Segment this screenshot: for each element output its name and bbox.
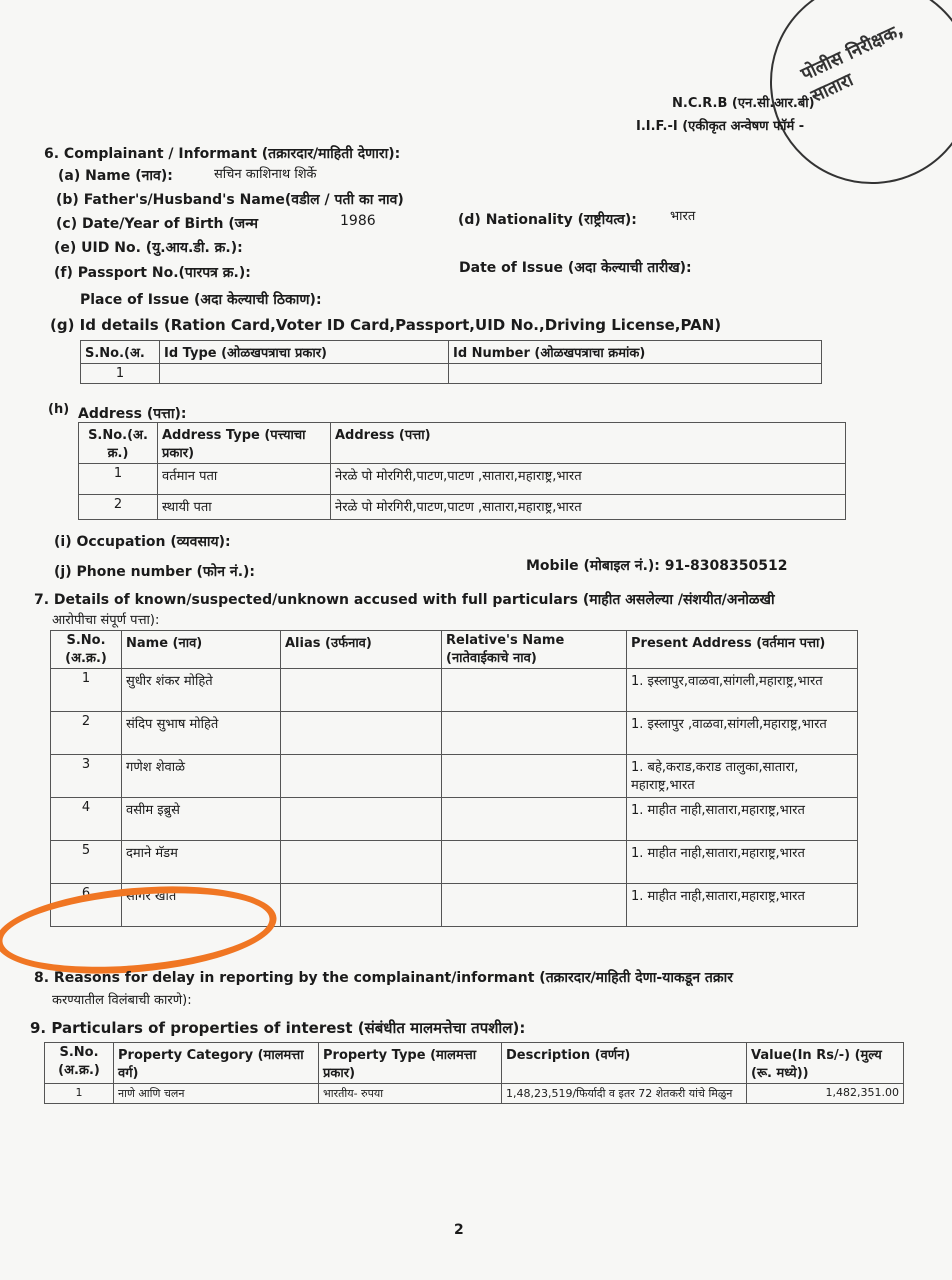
table-cell (281, 669, 442, 712)
table-cell: सागर खोत (122, 884, 281, 927)
father-label: (b) Father's/Husband's Name(वडील / पती का नाव) (56, 192, 404, 208)
address-title: Address (पत्ता): (78, 406, 187, 422)
occupation-label: (i) Occupation (व्यवसाय): (54, 534, 231, 550)
table-cell: 2 (51, 712, 122, 755)
section-9-title: 9. Particulars of properties of interest (संबंधीत मालमत्तेचा तपशील): (30, 1019, 526, 1037)
mobile-label: Mobile (मोबाइल नं.): 91-8308350512 (526, 558, 788, 574)
table-header: Alias (उर्फनाव) (281, 631, 442, 669)
page-number: 2 (454, 1222, 464, 1238)
uid-label: (e) UID No. (यु.आय.डी. क्र.): (54, 240, 243, 256)
table-cell: 1,48,23,519/फिर्यादी व इतर 72 शेतकरी यांचे मिळुन (502, 1084, 747, 1104)
table-cell (160, 364, 449, 384)
table-cell: नेरळे पो मोरगिरी,पाटण,पाटण ,सातारा,महाराष्ट्र,भारत (331, 495, 846, 520)
table-header: Property Type (मालमत्ता प्रकार) (319, 1043, 502, 1084)
table-cell (442, 798, 627, 841)
table-header: S.No. (अ.क्र.) (51, 631, 122, 669)
table-header: Value(In Rs/-) (मुल्य (रू. मध्ये)) (747, 1043, 904, 1084)
table-cell: नेरळे पो मोरगिरी,पाटण,पाटण ,सातारा,महाराष्ट्र,भारत (331, 464, 846, 495)
table-cell: 1 (51, 669, 122, 712)
table-row (51, 798, 858, 841)
table-cell: भारतीय- रुपया (319, 1084, 502, 1104)
table-cell (281, 798, 442, 841)
table-header: S.No.(अ. क्र.) (79, 423, 158, 464)
table-header: Property Category (मालमत्ता वर्ग) (114, 1043, 319, 1084)
table-header: S.No. (अ.क्र.) (45, 1043, 114, 1084)
table-header: Address (पत्ता) (331, 423, 846, 464)
table-row (79, 495, 846, 520)
table-cell: 4 (51, 798, 122, 841)
table-cell (281, 841, 442, 884)
table-cell: वसीम इब्रुसे (122, 798, 281, 841)
section-6-title: 6. Complainant / Informant (तक्रारदार/माहिती देणारा): (44, 146, 401, 162)
table-header-row (51, 631, 858, 669)
passport-label: (f) Passport No.(पारपत्र क्र.): (54, 265, 251, 281)
table-header: Name (नाव) (122, 631, 281, 669)
name-value: सचिन काशिनाथ शिर्के (214, 167, 317, 182)
name-label: (a) Name (नाव): (58, 168, 173, 184)
table-cell: संदिप सुभाष मोहिते (122, 712, 281, 755)
table-cell: 1. माहीत नाही,सातारा,महाराष्ट्र,भारत (627, 798, 858, 841)
table-cell (449, 364, 822, 384)
dob-value: 1986 (340, 213, 376, 229)
table-cell: 6 (51, 884, 122, 927)
table-cell: 1,482,351.00 (747, 1084, 904, 1104)
table-header: S.No.(अ. (81, 341, 160, 364)
nationality-value: भारत (670, 209, 696, 224)
table-cell: नाणे आणि चलन (114, 1084, 319, 1104)
section-7-title-2: आरोपीचा संपूर्ण पत्ता): (52, 613, 160, 628)
table-header: Address Type (पत्त्याचा प्रकार) (158, 423, 331, 464)
table-row (51, 669, 858, 712)
accused-table (50, 630, 858, 927)
section-8-title-2: करण्यातील विलंबाची कारणे): (52, 993, 192, 1008)
table-cell (281, 712, 442, 755)
section-7-title: 7. Details of known/suspected/unknown accused with full particulars (माहीत असलेल्या /संशयीत/अनोळखी (34, 592, 775, 608)
table-header: Id Number (ओळखपत्राचा क्रमांक) (449, 341, 822, 364)
table-cell: 1 (79, 464, 158, 495)
ncrb-label: N.C.R.B (एन.सी.आर.बी) (672, 96, 815, 111)
table-cell (442, 884, 627, 927)
table-cell: गणेश शेवाळे (122, 755, 281, 798)
table-cell (442, 841, 627, 884)
iif-label: I.I.F.-I (एकीकृत अन्वेषण फॉर्म - (636, 119, 805, 134)
table-cell: स्थायी पता (158, 495, 331, 520)
table-header-row (45, 1043, 904, 1084)
stamp-text: पोलीस निरीक्षक, सातारा (797, 19, 907, 107)
date-of-issue-label: Date of Issue (अदा केल्याची तारीख): (459, 260, 692, 276)
table-cell (442, 712, 627, 755)
table-cell: 1 (81, 364, 160, 384)
table-cell: 1. माहीत नाही,सातारा,महाराष्ट्र,भारत (627, 841, 858, 884)
table-cell (442, 755, 627, 798)
table-cell: 5 (51, 841, 122, 884)
property-table (44, 1042, 904, 1104)
place-of-issue-label: Place of Issue (अदा केल्याची ठिकाण): (80, 292, 322, 308)
dob-label: (c) Date/Year of Birth (जन्म (56, 216, 259, 232)
section-8-title: 8. Reasons for delay in reporting by the complainant/informant (तक्रारदार/माहिती देणा-याकडून तक्रार (34, 970, 733, 986)
address-table (78, 422, 846, 520)
table-cell: 2 (79, 495, 158, 520)
table-header: Relative's Name (नातेवाईकाचे नाव) (442, 631, 627, 669)
table-cell: 1. बहे,कराड,कराड तालुका,सातारा, महाराष्ट्र,भारत (627, 755, 858, 798)
table-cell (442, 669, 627, 712)
table-cell: 1. माहीत नाही,सातारा,महाराष्ट्र,भारत (627, 884, 858, 927)
table-row (45, 1084, 904, 1104)
address-h: (h) (48, 402, 70, 417)
table-row (51, 712, 858, 755)
table-row (81, 364, 822, 384)
table-cell: 3 (51, 755, 122, 798)
nationality-label: (d) Nationality (राष्ट्रीयत्व): (458, 212, 637, 228)
table-header: Description (वर्णन) (502, 1043, 747, 1084)
phone-label: (j) Phone number (फोन नं.): (54, 564, 256, 580)
table-cell: वर्तमान पता (158, 464, 331, 495)
table-cell: दमाने मॅडम (122, 841, 281, 884)
table-cell (281, 755, 442, 798)
table-cell: 1 (45, 1084, 114, 1104)
table-cell: 1. इस्लापुर ,वाळवा,सांगली,महाराष्ट्र,भारत (627, 712, 858, 755)
table-cell (281, 884, 442, 927)
table-cell: सुधीर शंकर मोहिते (122, 669, 281, 712)
table-row (79, 464, 846, 495)
id-details-table (80, 340, 822, 384)
id-details-title: (g) Id details (Ration Card,Voter ID Card,Passport,UID No.,Driving License,PAN) (50, 316, 722, 334)
table-header: Present Address (वर्तमान पत्ता) (627, 631, 858, 669)
table-cell: 1. इस्लापुर,वाळवा,सांगली,महाराष्ट्र,भारत (627, 669, 858, 712)
table-row (51, 841, 858, 884)
table-header-row (81, 341, 822, 364)
table-header: Id Type (ओळखपत्राचा प्रकार) (160, 341, 449, 364)
table-header-row (79, 423, 846, 464)
table-row (51, 755, 858, 798)
